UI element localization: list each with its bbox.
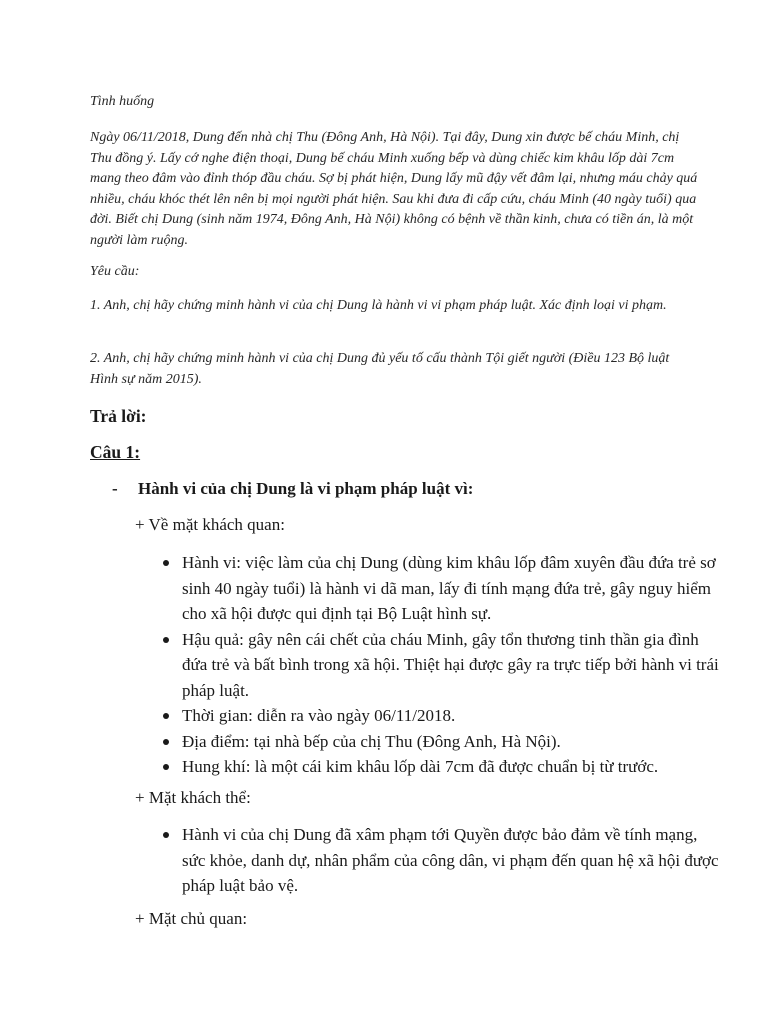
object-bullet-list xyxy=(160,822,720,899)
dash-marker: - xyxy=(112,479,118,498)
subjective-label: + Mặt chủ quan: xyxy=(135,909,248,928)
bullet-consequence: Hậu quả: gây nên cái chết của cháu Minh, gây tổn thương tinh thần gia đình đứa trẻ và bất bình trong xã hội. Thiệt hại được gây ra trực tiếp bởi hành vi trái pháp luật. xyxy=(160,627,720,704)
objective-label: + Về mặt khách quan: xyxy=(135,515,285,534)
requirement-label: Yêu cầu: xyxy=(90,264,140,279)
situation-paragraph: Ngày 06/11/2018, Dung đến nhà chị Thu (Đông Anh, Hà Nội). Tại đây, Dung xin được bế cháu Minh, chị Thu đồng ý. Lấy cớ nghe điện thoại, Dung bế cháu Minh xuống bếp và dùng chiếc kim khâu lốp dài 7cm mang theo đâm vào đỉnh thóp đầu cháu. Sợ bị phát hiện, Dung lấy mũ đậy vết đâm lại, nhưng máu chảy quá nhiều, cháu khóc thét lên nên bị mọi người phát hiện. Sau khi đưa đi cấp cứu, cháu Minh (40 ngày tuổi) qua đời. Biết chị Dung (sinh năm 1974, Đông Anh, Hà Nội) không có bệnh về thần kinh, chưa có tiền án, là một người làm ruộng. xyxy=(90,130,698,248)
object-label: + Mặt khách thể: xyxy=(135,788,251,807)
bullet-time: Thời gian: diễn ra vào ngày 06/11/2018. xyxy=(160,703,720,729)
question-heading: Câu 1: xyxy=(90,442,141,462)
situation-title: Tình huống xyxy=(90,94,155,109)
requirement-2: 2. Anh, chị hãy chứng minh hành vi của chị Dung đủ yếu tố cấu thành Tội giết người (Điều 123 Bộ luật Hình sự năm 2015). xyxy=(90,351,670,387)
bullet-object: Hành vi của chị Dung đã xâm phạm tới Quyền được bảo đảm về tính mạng, sức khỏe, danh dự, nhân phẩm của công dân, vi phạm đến quan hệ xã hội được pháp luật bảo vệ. xyxy=(160,822,720,899)
violation-point-text: Hành vi của chị Dung là vi phạm pháp luật vì: xyxy=(138,479,474,498)
bullet-behavior: Hành vi: việc làm của chị Dung (dùng kim khâu lốp đâm xuyên đầu đứa trẻ sơ sinh 40 ngày tuổi) là hành vi dã man, lấy đi tính mạng đứa trẻ, gây nguy hiểm cho xã hội được qui định tại Bộ Luật hình sự. xyxy=(160,550,720,627)
bullet-weapon: Hung khí: là một cái kim khâu lốp dài 7cm đã được chuẩn bị từ trước. xyxy=(160,754,720,780)
answer-label: Trả lời: xyxy=(90,406,147,426)
violation-point xyxy=(112,479,473,499)
bullet-location: Địa điểm: tại nhà bếp của chị Thu (Đông Anh, Hà Nội). xyxy=(160,729,720,755)
objective-bullet-list xyxy=(160,550,720,780)
requirement-1: 1. Anh, chị hãy chứng minh hành vi của chị Dung là hành vi vi phạm pháp luật. Xác định loại vi phạm. xyxy=(90,298,667,313)
